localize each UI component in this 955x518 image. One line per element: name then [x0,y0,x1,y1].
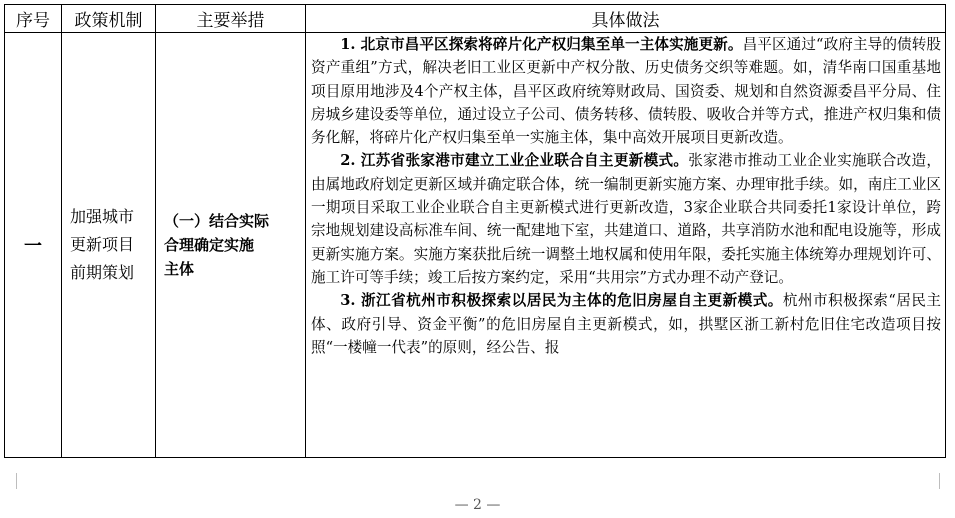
mechanism-line: 加强城市 [70,207,135,226]
paragraph-text: 杭州市积极探索“居民主体、政府引导、资金平衡”的危旧房屋自主更新模式，如，拱墅区浙工新村危旧住宅改造项目按照“一楼幢一代表”的原则，经公告、报 [311,292,941,356]
table-row [5,33,946,458]
mechanism-line: 更新项目 [70,235,135,254]
measure-line: 合理确定实施 [164,236,255,254]
detail-body [311,33,941,457]
page-corner-mark-right [939,473,952,489]
mechanism-line: 前期策划 [70,263,135,282]
row-detail [306,33,946,458]
detail-paragraph-zhangjiagang [311,149,941,289]
policy-table [4,4,946,458]
row-measure [156,33,306,458]
header-detail: 具体做法 [306,5,946,33]
detail-paragraph-hangzhou [311,289,941,359]
paragraph-lead: 3. 浙江省杭州市积极探索以居民为主体的危旧房屋自主更新模式。 [340,292,783,310]
paragraph-lead: 2. 江苏省张家港市建立工业企业联合自主更新模式。 [340,152,689,170]
row-seq: 一 [5,33,62,458]
row-mechanism [62,33,156,458]
table-header-row [5,5,946,33]
paragraph-lead: 1. 北京市昌平区探索将碎片化产权归集至单一主体实施更新。 [340,36,743,53]
header-mechanism: 政策机制 [62,5,156,33]
measure-line: 主体 [164,260,195,278]
measure-line: （一）结合实际 [164,212,270,230]
page-number: — 2 — [454,497,501,513]
header-measure: 主要举措 [156,5,306,33]
header-seq: 序号 [5,5,62,33]
page-corner-mark-left [4,473,17,489]
paragraph-text: 昌平区通过“政府主导的债转股资产重组”方式，解决老旧工业区更新中产权分散、历史债务交织等难题。如，清华南口国重基地项目原用地涉及4个产权主体，昌平区政府统筹财政局、国资委、规划和自然资源委昌平分局、住房城乡建设委等单位，通过设立子公司、债务转移、债转股、吸收合并等方式，推进产权归集和债务化解，将碎片化产权归集至单一实施主体，集中高效开展项目更新改造。 [311,36,941,147]
paragraph-text: 张家港市推动工业企业实施联合改造，由属地政府划定更新区域并确定联合体，统一编制更新实施方案、办理审批手续。如，南庄工业区一期项目采取工业企业联合自主更新模式进行更新改造，3家企业联合共同委托1家设计单位，跨宗地规划建设高标准车间、统一配建地下室，共建道口、道路，共享消防水池和配电设施等，形成更新实施方案。实施方案获批后统一调整土地权属和使用年限，委托实施主体统筹办理规划许可、施工许可等手续；竣工后按方案约定，采用“共用宗”方式办理不动产登记。 [311,152,941,286]
detail-paragraph-beijing [311,33,941,149]
